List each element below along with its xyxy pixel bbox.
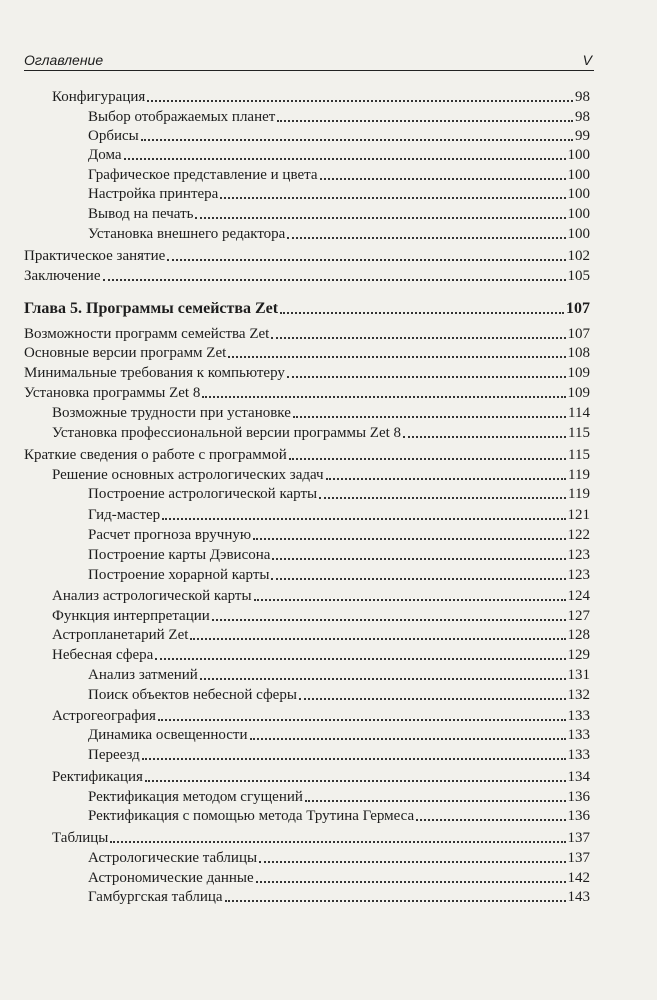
toc-entry-title: Анализ астрологической карты <box>52 588 252 604</box>
toc-entry-title: Глава 5. Программы семейства Zet <box>24 300 279 317</box>
dot-leader <box>403 436 566 438</box>
toc-entry <box>52 585 590 605</box>
toc-entry-title: Конфигурация <box>52 89 146 105</box>
dot-leader <box>167 259 565 261</box>
toc-entry <box>88 504 590 524</box>
toc-entry-title: Заключение <box>24 268 101 284</box>
dot-leader <box>280 312 564 314</box>
toc-entry-title: Выбор отображаемых планет <box>88 109 276 125</box>
toc-entry-page: 98 <box>575 109 590 125</box>
toc-entry-page: 132 <box>567 687 590 703</box>
toc-entry-page: 128 <box>567 627 590 643</box>
toc-entry-title: Гид-мастер <box>88 507 161 523</box>
toc-entry-title: Краткие сведения о работе с программой <box>24 447 287 463</box>
toc-entry-title: Графическое представление и цвета <box>88 167 318 183</box>
toc-entry-title: Установка внешнего редактора <box>88 226 286 242</box>
toc-entry-page: 122 <box>567 527 590 543</box>
toc-entry-page: 134 <box>567 769 590 785</box>
dot-leader <box>277 120 573 122</box>
dot-leader <box>326 478 566 480</box>
toc-entry <box>88 544 590 564</box>
toc-entry <box>52 766 590 786</box>
toc-entry <box>52 402 590 422</box>
dot-leader <box>287 237 565 239</box>
dot-leader <box>103 279 566 281</box>
toc-entry-title: Астропланетарий Zet <box>52 627 189 643</box>
toc-entry-page: 100 <box>567 167 590 183</box>
header-section-title: Оглавление <box>24 52 104 68</box>
toc-entry <box>88 164 590 184</box>
toc-entry-page: 102 <box>567 248 590 264</box>
toc-entry <box>24 245 590 265</box>
toc-entry <box>88 664 590 684</box>
dot-leader <box>289 458 566 460</box>
toc-entry-title: Решение основных астрологических задач <box>52 467 324 483</box>
toc-entry <box>52 644 590 664</box>
dot-leader <box>220 197 565 199</box>
dot-leader <box>200 678 566 680</box>
toc-entry <box>52 827 590 847</box>
toc-entry-title: Астрономические данные <box>88 870 254 886</box>
toc-entry-title: Расчет прогноза вручную <box>88 527 252 543</box>
dot-leader <box>145 780 566 782</box>
toc-entry-title: Настройка принтера <box>88 186 219 202</box>
toc-entry <box>52 86 590 106</box>
toc-entry-title: Ректификация с помощью метода Трутина Гермеса <box>88 808 415 824</box>
toc-entry-page: 114 <box>568 405 590 421</box>
toc-entry-page: 123 <box>567 547 590 563</box>
dot-leader <box>259 861 565 863</box>
toc-entry-page: 109 <box>567 365 590 381</box>
toc-entry-page: 124 <box>567 588 590 604</box>
dot-leader <box>319 497 566 499</box>
dot-leader <box>228 356 565 358</box>
toc-entry-page: 136 <box>567 789 590 805</box>
toc-entry <box>52 605 590 625</box>
toc-entry-page: 100 <box>567 186 590 202</box>
dot-leader <box>272 558 565 560</box>
dot-leader <box>256 881 566 883</box>
toc-entry <box>88 144 590 164</box>
toc-entry-page: 119 <box>568 467 590 483</box>
toc-entry <box>88 183 590 203</box>
toc-entry <box>24 265 590 285</box>
toc-entry <box>88 125 590 145</box>
dot-leader <box>271 337 565 339</box>
toc-entry-page: 115 <box>568 447 590 463</box>
toc-entry <box>88 724 590 744</box>
toc-entry <box>24 382 590 402</box>
toc-entry-title: Функция интерпретации <box>52 608 210 624</box>
dot-leader <box>305 800 566 802</box>
toc-entry <box>88 744 590 764</box>
toc-entry-title: Дома <box>88 147 122 163</box>
dot-leader <box>110 841 565 843</box>
toc-entry <box>52 464 590 484</box>
dot-leader <box>155 658 565 660</box>
toc-entry <box>24 323 590 343</box>
toc-entry <box>88 684 590 704</box>
toc-entry-title: Небесная сфера <box>52 647 154 663</box>
toc-entry-page: 105 <box>567 268 590 284</box>
toc-entry-title: Возможности программ семейства Zet <box>24 326 270 342</box>
toc-entry-page: 137 <box>567 830 590 846</box>
toc-entry-title: Установка программы Zet 8 <box>24 385 201 401</box>
toc-entry <box>88 564 590 584</box>
toc-entry-page: 100 <box>567 226 590 242</box>
toc-entry-title: Поиск объектов небесной сферы <box>88 687 297 703</box>
toc-entry <box>52 422 590 442</box>
toc-entry <box>88 805 590 825</box>
toc-entry-title: Орбисы <box>88 128 139 144</box>
toc-entry-title: Построение астрологической карты <box>88 486 318 502</box>
toc-entry-page: 142 <box>567 870 590 886</box>
toc-entry-page: 133 <box>567 747 590 763</box>
toc-entry-title: Астрогеография <box>52 708 156 724</box>
toc-entry-page: 133 <box>567 727 590 743</box>
dot-leader <box>320 178 566 180</box>
toc-entry <box>88 524 590 544</box>
toc-entry-title: Ректификация <box>52 769 143 785</box>
dot-leader <box>212 619 566 621</box>
dot-leader <box>287 376 566 378</box>
dot-leader <box>158 719 566 721</box>
dot-leader <box>253 538 565 540</box>
dot-leader <box>299 698 566 700</box>
toc-entry-page: 127 <box>567 608 590 624</box>
toc-entry-title: Астрологические таблицы <box>88 850 258 866</box>
dot-leader <box>190 638 565 640</box>
dot-leader <box>250 738 566 740</box>
toc-entry <box>88 203 590 223</box>
toc-entry-title: Анализ затмений <box>88 667 198 683</box>
dot-leader <box>141 139 573 141</box>
dot-leader <box>416 819 565 821</box>
toc-entry <box>24 444 590 464</box>
toc-entry-page: 121 <box>567 507 590 523</box>
toc-entry-page: 143 <box>567 889 590 905</box>
toc-entry <box>88 847 590 867</box>
toc-entry-title: Гамбургская таблица <box>88 889 223 905</box>
dot-leader <box>271 578 565 580</box>
toc-entry-page: 107 <box>566 300 590 317</box>
toc-entry-title: Ректификация методом сгущений <box>88 789 303 805</box>
toc-entry-title: Возможные трудности при установке <box>52 405 291 421</box>
toc-entry-title: Динамика освещенности <box>88 727 248 743</box>
toc-entry-title: Практическое занятие <box>24 248 166 264</box>
toc-entry-page: 131 <box>567 667 590 683</box>
toc-entry-page: 98 <box>575 89 590 105</box>
toc-entry-title: Минимальные требования к компьютеру <box>24 365 285 381</box>
toc-entry-page: 123 <box>567 567 590 583</box>
toc-entry-title: Переезд <box>88 747 140 763</box>
toc-entry <box>24 362 590 382</box>
dot-leader <box>225 900 566 902</box>
toc-entry-page: 119 <box>568 486 590 502</box>
dot-leader <box>142 758 566 760</box>
toc-entry <box>88 867 590 887</box>
toc-entry-page: 129 <box>567 647 590 663</box>
dot-leader <box>202 396 565 398</box>
toc-entry <box>24 342 590 362</box>
dot-leader <box>195 217 565 219</box>
header-page-number: V <box>582 52 592 68</box>
toc-entry-page: 100 <box>567 206 590 222</box>
dot-leader <box>147 100 573 102</box>
toc-entry-page: 100 <box>567 147 590 163</box>
toc-entry-title: Вывод на печать <box>88 206 194 222</box>
dot-leader <box>162 518 565 520</box>
toc-entry <box>52 705 590 725</box>
toc-entry <box>88 483 590 503</box>
toc-entry-page: 109 <box>567 385 590 401</box>
toc-entry-title: Основные версии программ Zet <box>24 345 227 361</box>
toc-entry-title: Установка профессиональной версии программы Zet 8 <box>52 425 402 441</box>
toc-entry-page: 107 <box>567 326 590 342</box>
running-header <box>24 50 594 71</box>
dot-leader <box>293 416 566 418</box>
toc-entry-page: 133 <box>567 708 590 724</box>
toc-entry-title: Таблицы <box>52 830 109 846</box>
toc-entry <box>88 223 590 243</box>
toc-entry <box>52 624 590 644</box>
dot-leader <box>124 158 566 160</box>
toc-entry <box>88 106 590 126</box>
toc-entry-title: Построение хорарной карты <box>88 567 270 583</box>
toc-entry-page: 136 <box>567 808 590 824</box>
dot-leader <box>254 599 566 601</box>
toc-entry-page: 108 <box>567 345 590 361</box>
toc-entry <box>88 886 590 906</box>
toc-entry-page: 99 <box>575 128 590 144</box>
toc-entry-page: 137 <box>567 850 590 866</box>
toc-chapter-heading <box>24 298 590 318</box>
toc-entry-page: 115 <box>568 425 590 441</box>
toc-entry <box>88 786 590 806</box>
toc-entry-title: Построение карты Дэвисона <box>88 547 271 563</box>
